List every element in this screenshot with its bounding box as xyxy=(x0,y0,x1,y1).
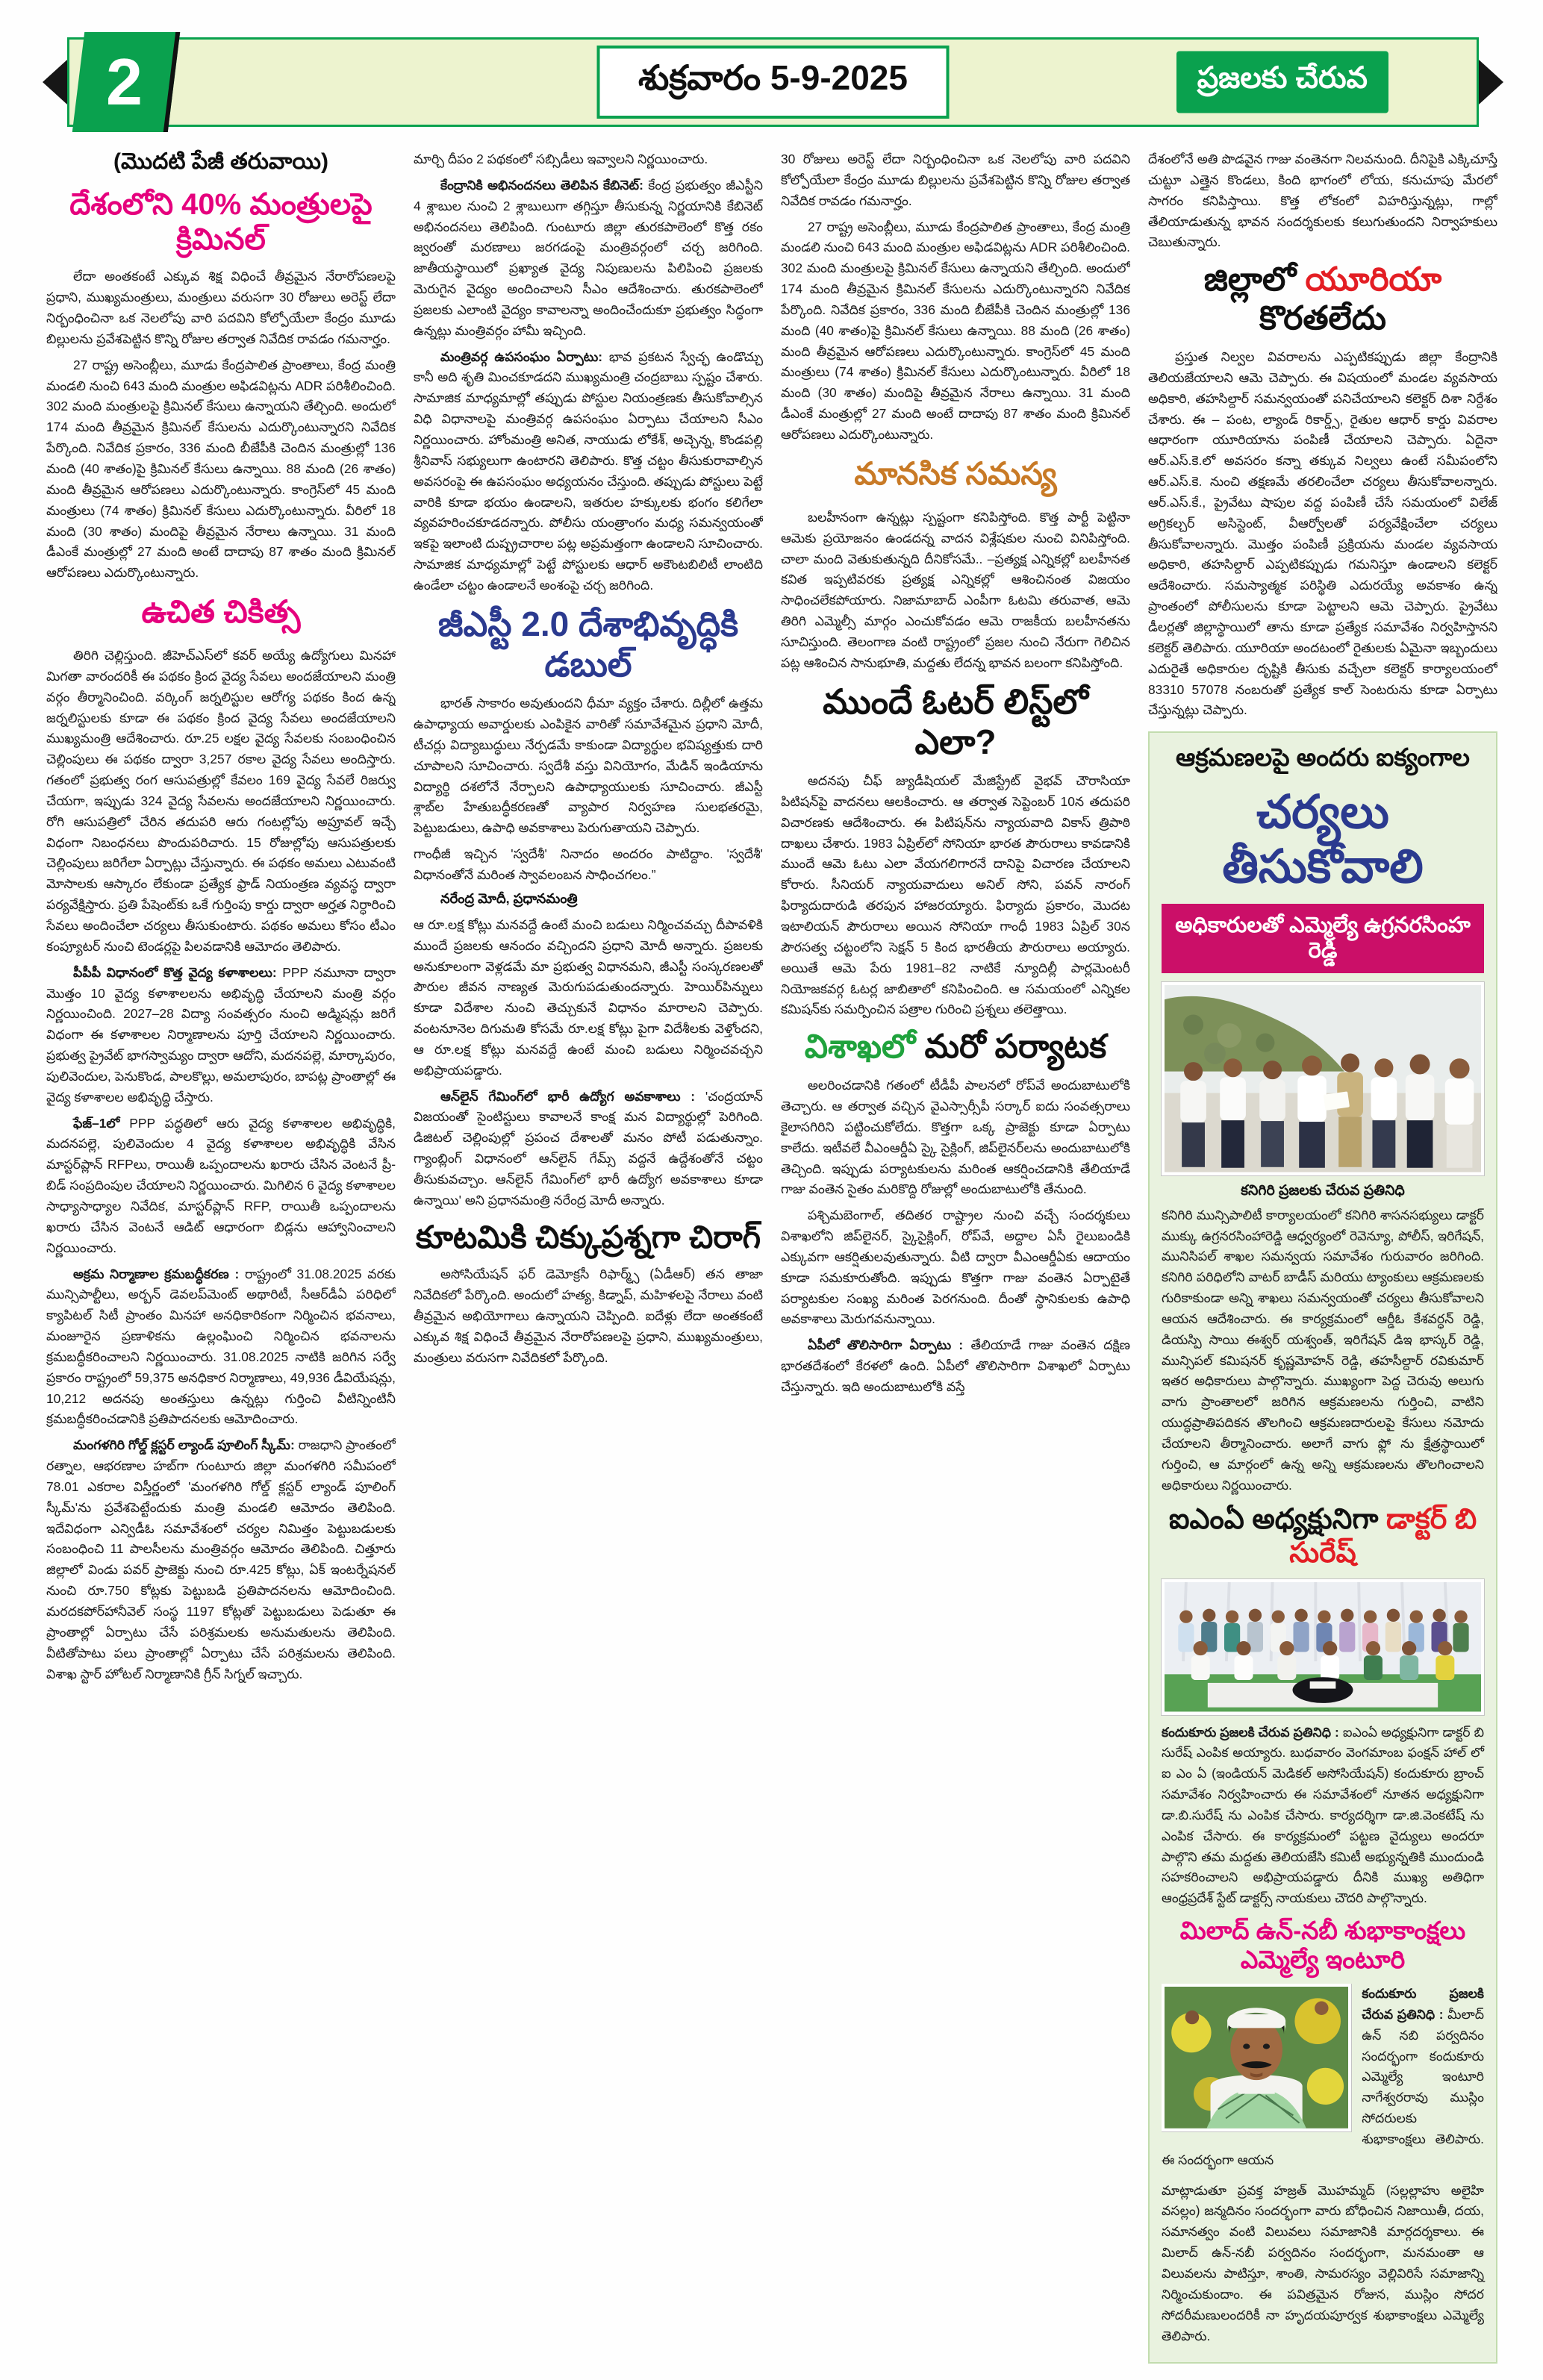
body-paragraph: అక్రమ నిర్మాణాల క్రమబద్ధీకరణ : రాష్ట్రంలో 31.08.2025 వరకు మున్సిపాల్టీలు, అర్బన్ డెవలప్‌మెంట్ అథారిటీ, సీఆర్‌డీఏ పరిధిలో క్యాపిటల్ సిటీ ప్రాంతం మినహా అనధికారికంగా నిర్మించిన భవనాలు, మంజూరైన ప్రణాళికను ఉల్లంఘించి నిర్మించిన భవనాలను క్రమబద్ధీకరించాలని నిర్ణయించారు. 31.08.2025 నాటికి జరిగిన సర్వే ప్రకారం రాష్ట్రంలో 59,375 అనధికార నిర్మాణాలు, 49,936 డీవియేషన్లు, 10,212 అదనపు అంతస్తులు ఉన్నట్లు గుర్తించి వీటిన్నింటినీ క్రమబద్ధీకరించడానికి ప్రతిపాదనలకు ఆమోదించారు. xyxy=(46,1266,396,1427)
body-paragraph: ఫేజ్–1లో PPP పద్ధతిలో ఆరు వైద్య కళాశాలల అభివృద్ధికి, మదనపల్లె, పులివెందుల 4 వైద్య కళాశాలల అభివృద్ధికి వేసిన మాస్టర్‌ప్లాన్ RFPలు, రాయితీ ఒప్పందాలను ఖరారు చేసిన వెంటనే ప్రీ-బిడ్ సంప్రదింపుల చేయాలని నిర్ణయించారు. మిగిలిన 6 వైద్య కళాశాలల సాధ్యాసాధ్యాల నివేదిక, మాస్టర్‌ప్లాన్ RFP, రాయితీ ఒప్పందాలను ఖరారు చేసిన వెంటనే ఆడిట్ ఆధారంగా బిడ్లను ఆహ్వానించాలని నిర్ణయించారు. xyxy=(46,1115,396,1255)
body-paragraph: కనిగిరి మున్సిపాలిటీ కార్యాలయంలో కనిగిరి శాసనసభ్యులు డాక్టర్ ముక్కు ఉగ్రనరసింహారెడ్డి ఆధ్వర్యంలో రెవెన్యూ, పోలీస్, ఇరిగేషన్, మునిసిపల్ శాఖల సమన్వయ సమావేశం గురువారం జరిగింది. కనిగిరి పరిధిలోని వాటర్ బాడీస్ మరియు ట్యాంకులు ఆక్రమణలకు గురికాకుండా అన్ని శాఖలు సమన్వయంతో చర్యలు తీసుకోవాలని ఆయన ఆదేశించారు. ఈ కార్యక్రమంలో ఆర్డీఓ కేశవర్ధన్ రెడ్డి, డియస్పి సాయి ఈశ్వర్ యశ్వంత్, ఇరిగేషన్ డిఇ భాస్కర్ రెడ్డి, మున్సిపల్ కమిషనర్ కృష్ణమోహన్ రెడ్డి, తహసీల్దార్ రవికుమార్ ఇతర అధికారులు పాల్గొన్నారు. ముఖ్యంగా పెద్ద చెరువు అలుగు వాగు ప్రాంతాలలో జరిగిన ఆక్రమణలను గుర్తించి, వాటిని యుద్ధప్రాతిపదికన తొలగించి ఆక్రమణదారులపై కేసులు నమోదు చేయాలని తీర్మానించారు. అలాగే వాగు ఫ్లో ను క్షేత్రస్థాయిలో గుర్తించి, ఆ మార్గంలో ఉన్న అన్ని ఆక్రమణలను తొలగించాలని అధికారులు నిర్ణయించారు. xyxy=(1162,1207,1484,1493)
body-paragraph: గాంధీజీ ఇచ్చిన 'స్వదేశీ' నినాదం అందరం పాటిద్దాం. 'స్వదేశీ' విధానంతోనే మరింత స్వావలంబన సాధించగలం.” xyxy=(414,846,763,882)
paragraph-lead: ఆన్‌లైన్ గేమింగ్‌లో భారీ ఉద్యోగ అవకాశాలు : xyxy=(440,1088,705,1104)
inspection-photo xyxy=(1162,982,1484,1175)
column-1 xyxy=(46,149,396,2370)
paragraph-lead: కందుకూరు ప్రజలకి చేరువ ప్రతినిధి : xyxy=(1162,1724,1343,1740)
body-paragraph: అలరించడానికి గతంలో టీడీపీ పాలనలో రోప్‌వే అందుబాటులోకి తెచ్చారు. ఆ తర్వాత వచ్చిన వైఎస్సార్సీపీ సర్కార్ ఐదు సంవత్సరాలు కైలాసగిరిని పట్టించుకోలేదు. కొత్తగా ఒక్క ప్రాజెక్టు కూడా ఏర్పాటు కాలేదు. ఇటీవలే వీఎంఆర్డీఏ స్కై సైక్లింగ్, జిప్‌లైనర్‌లను అందుబాటులోకి తెచ్చింది. ఇప్పుడు పర్యాటకులను మరింత ఆకర్షించడానికి తేలియాడే గాజు వంతెన సైతం మరికొద్ది రోజుల్లో అందుబాటులోకి తేనుంది. xyxy=(781,1078,1130,1197)
body-paragraph: మంత్రివర్గ ఉపసంఘం ఏర్పాటు: భావ ప్రకటన స్వేచ్ఛ ఉండొచ్చు కానీ అది శృతి మించకూడదని ముఖ్యమంత్రి చంద్రబాబు స్పష్టం చేశారు. సామాజిక మాధ్యమాల్లో తప్పుడు పోస్టుల నియంత్రణకు తీసుకోవాల్సిన విధి విధానాలపై మంత్రివర్గ ఉపసంఘం ఏర్పాటు చేయాలని సీఎం నిర్ణయించారు. హోంమంత్రి అనిత, నాయుడు లోకేశ్, అచ్చెన్న, కొండపల్లి శ్రీనివాస్ సభ్యులుగా ఉంటారని తెలిపారు. కొత్త చట్టం తీసుకురావాల్సిన అవసరంపై ఈ ఉపసంఘం అధ్యయనం చేస్తుంది. తప్పుడు పోస్టులు పెట్టే వారికి కూడా భయం ఉండాలని, ఇతరుల హక్కులకు భంగం కలిగేలా వ్యవహరించకూడదన్నారు. పోలీసు యంత్రాంగం మధ్య సమన్వయంతో ఇకపై ఇలాంటి దుష్ప్రచారాల పట్ల అప్రమత్తంగా ఉండాలని సూచించారు. సామాజిక మాధ్యమాల్లో పెట్టే పోస్టులకు ఆధార్ అకౌంటబిలిటీ లాంటిది ఉండేలా చట్టం ఉండాలనే అంశంపై చర్చ జరిగింది. xyxy=(414,349,763,593)
body-paragraph: భారత్ సాకారం అవుతుందని ధీమా వ్యక్తం చేశారు. దిల్లీలో ఉత్తమ ఉపాధ్యాయ అవార్డులకు ఎంపికైన వారితో సమావేశమైన ప్రధాని మోదీ, టీచర్లు విద్యాబుద్ధులు నేర్పడమే కాకుండా విద్యార్థుల భవిష్యత్తుకు దారి చూపాలని సూచించారు. స్వదేశీ వస్తు వినియోగం, మేడిన్ ఇండియాను విద్యార్థి దశలోనే నేర్పాలని ఉపాధ్యాయులకు సూచించారు. జీఎస్టీ శ్లాబ్‌ల హేతుబద్ధీకరణతో వ్యాపార నిర్వహణ సులభతరమై, పెట్టుబడులు, ఉపాధి అవకాశాలు పెరుగుతాయని చెప్పారు. xyxy=(414,696,763,836)
body-paragraph: కందుకూరు ప్రజలకి చేరువ ప్రతినిధి : ఐఎంఏ అధ్యక్షునిగా డాక్టర్ బి సురేష్ ఎంపిక అయ్యారు. బుధవారం వెంగమాంబ ఫంక్షన్ హాల్ లో ఐ ఎం ఏ (ఇండియన్ మెడికల్ అసోసియేషన్) కందుకూరు బ్రాంచ్ సమావేశం నిర్వహించారు ఈ సమావేశంలో నూతన అధ్యక్షునిగా డా.బి.సురేష్ ను ఎంపిక చేసారు. కార్యదర్శిగా డా.జి.వెంకటేష్ ను ఎంపిక చేసారు. ఈ కార్యక్రమంలో పట్టణ వైద్యులు అందరూ పాల్గొని తమ మద్దతు తెలియజేసి కమిటీ అభ్యున్నతికి ముందుండి సహకరించాలని అభిప్రాయపడ్డారు దీనికి ముఖ్య అతిధిగా ఆంధ్రప్రదేశ్ స్టేట్ డాక్టర్స్ నాయకులు చౌదరి పాల్గొన్నారు. xyxy=(1162,1724,1485,1906)
body-paragraph: ఏపీలో తొలిసారిగా ఏర్పాటు : తేలియాడే గాజు వంతెన దక్షిణ భారతదేశంలో కేరళలో ఉంది. ఏపీలో తొలిసారిగా విశాఖలో ఏర్పాటు చేస్తున్నారు. ఇది అందుబాటులోకి వస్తే xyxy=(781,1337,1130,1394)
story-headline: చర్యలు తీసుకోవాలి xyxy=(1222,787,1424,893)
byline: కనిగిరి ప్రజలకు చేరువ ప్రతినిధి xyxy=(1241,1182,1405,1199)
story-kicker: (మొదటి పేజీ తరువాయి) xyxy=(113,149,328,174)
story-subhead: మానసిక సమస్య xyxy=(854,455,1057,491)
quote-attribution: నరేంద్ర మోదీ, ప్రధానమంత్రి xyxy=(440,890,578,906)
headline-part: మరో పర్యాటక xyxy=(924,1028,1107,1066)
story-kicker: ఆక్రమణలపై అందరు ఐక్యంగాల xyxy=(1176,743,1470,772)
story-headline xyxy=(1148,260,1497,338)
page-header-ribbon xyxy=(67,37,1479,127)
story-headline: దేశంలోని 40% మంత్రులపై క్రిమినల్ xyxy=(69,188,372,257)
column-2 xyxy=(414,149,763,2370)
paragraph-lead: కేంద్రానికి అభినందనలు తెలిపిన కేబినెట్: xyxy=(440,177,649,193)
paragraph-lead: ఫేజ్–1లో xyxy=(73,1115,130,1131)
body-paragraph: ఆన్‌లైన్ గేమింగ్‌లో భారీ ఉద్యోగ అవకాశాలు : 'చంద్రయాన్ విజయంతో సైంటిస్టులు కావాలనే కాంక్ష మన విద్యార్థుల్లో పెరిగింది. డిజిటల్ చెల్లింపుల్లో ప్రపంచ దేశాలతో మనం పోటీ పడుతున్నాం. గ్యాంబ్లింగ్ విధానంలో ఆన్‌లైన్ గేమ్స్ వద్దనే ఉద్దేశంతోనే చట్టం తీసుకువచ్చాం. ఆన్‌లైన్ గేమింగ్‌లో భారీ ఉద్యోగ అవకాశాలు కూడా ఉన్నాయి' అని ప్రధానమంత్రి నరేంద్ర మోదీ అన్నారు. xyxy=(414,1088,763,1208)
masthead: ప్రజలకు చేరువ xyxy=(1176,51,1388,113)
body-paragraph: పశ్చిమబెంగాల్, తదితర రాష్ట్రాల నుంచి వచ్చే సందర్శకులు విశాఖలోని జిప్‌లైనర్, స్కైసైక్లింగ్, రోప్‌వే, అద్దాల ఏసీ రైలుబండికి ఎక్కువగా ఆకర్షితులవుతున్నారు. వీటి ద్వారా వీఎంఆర్డీఏకు ఆదాయం కూడా సమకూరుతోంది. ఇప్పుడు కొత్తగా గాజు వంతెన ఏర్పాటైతే పర్యాటకుల సంఖ్య మరింత పెరగనుంది. దీంతో స్థానికులకు ఉపాధి అవకాశాలు మెరుగవనున్నాయి. xyxy=(781,1208,1130,1327)
story-headline: జీఎస్టీ 2.0 దేశాభివృద్ధికి డబుల్ xyxy=(437,604,739,684)
body-paragraph: కందుకూరు ప్రజలకి చేరువ ప్రతినిధి : మీలాద్ ఉన్ నబి పర్వదినం సందర్భంగా కందుకూరు ఎమ్మెల్యే ఇంటూరి నాగేశ్వరరావు ముస్లిం సోదరులకు శుభాకాంక్షలు తెలిపారు. ఈ సందర్భంగా ఆయన xyxy=(1162,1986,1484,2167)
headline-part: ఐఎంఏ అధ్యక్షునిగా xyxy=(1168,1504,1386,1536)
body-paragraph: అదనపు చీఫ్ జ్యుడీషియల్ మేజిస్ట్రేట్ వైభవ్ చౌరాసియా పిటిషన్‌పై వాదనలు ఆలకించారు. ఆ తర్వాత సెప్టెంబర్ 10న తదుపరి విచారణకు ఆదేశించారు. ఈ పిటిషన్‌ను న్యాయవాది వికాస్ త్రిపాఠి దాఖలు చేశారు. 1983 ఏప్రిల్‌లో సోనియా భారత పౌరురాలు కావడానికి ముందే ఆమె ఓటు ఎలా వేయగలిగారనే దానిపై విచారణ చేయాలని కోరారు. సీనియర్ న్యాయవాదులు అనిల్ సోని, పవన్ నారంగ్ ఫిర్యాదుదారుడి తరపున హాజరయ్యారు. ఫిర్యాదు ప్రకారం, మొదట ఇటాలియన్ పౌరురాలు అయిన సోనియా గాంధీ 1983 ఏప్రిల్ 30న పౌరసత్వ చట్టంలోని సెక్షన్ 5 కింద భారతీయ పౌరురాలు అయ్యారు. అయితే ఆమె పేరు 1981–82 నాటికే న్యూదిల్లీ పార్లమెంటరీ నియోజకవర్గ ఓటర్ల జాబితాలో కనిపించింది. ఆ సమయంలో ఎన్నికల కమిషన్‌కు సమర్పించిన పత్రాల గురించి ప్రశ్నలు తలెత్తాయి. xyxy=(781,773,1130,1017)
body-paragraph: 27 రాష్ట్ర అసెంబ్లీలు, మూడు కేంద్రపాలిత ప్రాంతాలు, కేంద్ర మంత్రి మండలి నుంచి 643 మంది మంత్రుల అఫిడవిట్లను ADR పరిశీలించింది. 302 మంది మంత్రులపై క్రిమినల్ కేసులు ఉన్నాయని తేల్చింది. అందులో 174 మంది తీవ్రమైన క్రిమినల్ కేసులను ఎదుర్కొంటున్నారని నివేదిక పేర్కొంది. నివేదిక ప్రకారం, 336 మంది బీజేపీకి చెందిన మంత్రుల్లో 136 మంది (40 శాతం)పై క్రిమినల్ కేసులు ఉన్నాయి. 88 మంది (26 శాతం) మంది తీవ్రమైన ఆరోపణలు ఎదుర్కొంటున్నారు. కాంగ్రెస్‌లో 45 మంది మంత్రులు (74 శాతం) క్రిమినల్ కేసులు ఎదుర్కొంటున్నారు. వీరిలో 18 మంది (30 శాతం) మందిపై తీవ్రమైన నేరాలు ఉన్నాయి. 31 మంది డీఎంకే మంత్రుల్లో 27 మంది అంటే దాదాపు 87 శాతం మంది క్రిమినల్ ఆరోపణలు ఎదుర్కొంటున్నారు. xyxy=(46,357,396,581)
body-paragraph: ప్రస్తుత నిల్వల వివరాలను ఎప్పటికప్పుడు జిల్లా కేంద్రానికి తెలియజేయాలని ఆమె చెప్పారు. ఈ విషయంలో మండల వ్యవసాయ అధికారి, తహసిల్దార్ సమన్వయంతో పనిచేయాలని కలెక్టర్ దిశా నిర్దేశం చేశారు. ఈ – పంట, ల్యాండ్ రికార్డ్స్, రైతుల ఆధార్ కార్డు వివరాల ఆధారంగా యూరియాను పంపిణీ చేయాలని చెప్పారు. ఏదైనా ఆర్.ఎస్.కె.లో అవసరం కన్నా తక్కువ నిల్వలు ఉంటే సమీపంలోని ఆర్.ఎస్.కె. నుంచి తక్షణమే తరలించేలా చర్యలు తీసుకోవాలన్నారు. ఆర్.ఎస్.కే., ప్రైవేటు షాపుల వద్ద పంపిణీ చేసే సమయంలో విలేజ్ అగ్రికల్చర్ అసిస్టెంట్, వీఆర్వోలతో పర్యవేక్షించేలా చర్యలు తీసుకోవాలన్నారు. మొత్తం పంపిణీ ప్రక్రియను మండల వ్యవసాయ అధికారి, తహసిల్దార్ ఎప్పటికప్పుడు గమనిస్తూ ఉండాలని కలెక్టర్ ఆదేశించారు. సమస్యాత్మక పరిస్థితి ఎదురయ్యే అవకాశం ఉన్న ప్రాంతంలో పోలీసులను కూడా పెట్టాలని ఆమె చెప్పారు. ప్రైవేటు డీలర్లతో జిల్లాస్థాయిలో తాను కూడా ప్రత్యేక సమావేశం నిర్వహిస్తానని కలెక్టర్ తెలిపారు. యూరియా అందటంలో రైతులకు ఏమైనా ఇబ్బందులు ఎదురైతే అధికారుల దృష్టికి తీసుకు వచ్చేలా కలెక్టర్ కార్యాలయంలో 83310 57078 నంబరుతో ప్రత్యేక కాల్ సెంటరును కూడా ఏర్పాటు చేస్తున్నట్లు చెప్పారు. xyxy=(1148,349,1497,718)
column-4 xyxy=(1148,149,1497,2370)
paragraph-lead: మంత్రివర్గ ఉపసంఘం ఏర్పాటు: xyxy=(440,349,609,364)
paragraph-lead: అక్రమ నిర్మాణాల క్రమబద్ధీకరణ : xyxy=(73,1266,245,1281)
page-number: 2 xyxy=(105,45,143,119)
body-paragraph: 27 రాష్ట్ర అసెంబ్లీలు, మూడు కేంద్రపాలిత ప్రాంతాలు, కేంద్ర మంత్రి మండలి నుంచి 643 మంది మంత్రుల అఫిడవిట్లను ADR పరిశీలించింది. 302 మంది మంత్రులపై క్రిమినల్ కేసులు ఉన్నాయని తేల్చింది. అందులో 174 మంది తీవ్రమైన క్రిమినల్ కేసులను ఎదుర్కొంటున్నారని నివేదిక పేర్కొంది. నివేదిక ప్రకారం, 336 మంది బీజేపీకి చెందిన మంత్రుల్లో 136 మంది (40 శాతం)పై క్రిమినల్ కేసులు ఉన్నాయి. 88 మంది (26 శాతం) మంది తీవ్రమైన ఆరోపణలు ఎదుర్కొంటున్నారు. కాంగ్రెస్‌లో 45 మంది మంత్రులు (74 శాతం) క్రిమినల్ కేసులు ఎదుర్కొంటున్నారు. వీరిలో 18 మంది (30 శాతం) మందిపై తీవ్రమైన నేరాలు ఉన్నాయి. 31 మంది డీఎంకే మంత్రుల్లో 27 మంది అంటే దాదాపు 87 శాతం మంది క్రిమినల్ ఆరోపణలు ఎదుర్కొంటున్నారు. xyxy=(781,219,1130,442)
tinted-story-panel xyxy=(1148,731,1497,2364)
subhead-strip: అధికారులతో ఎమ్మెల్యే ఉగ్రనరసింహ రెడ్డి xyxy=(1162,904,1484,974)
headline-part: విశాఖలో xyxy=(804,1028,925,1066)
body-paragraph: మార్చి దీపం 2 పథకంలో సబ్సిడీలు ఇవ్వాలని నిర్ణయించారు. xyxy=(414,152,708,166)
paragraph-lead: కందుకూరు ప్రజలకి చేరువ ప్రతినిధి : xyxy=(1362,1986,1484,2022)
headline-part: జిల్లాలో xyxy=(1203,261,1306,299)
paragraph-lead: పీపీపీ విధానంలో కొత్త వైద్య కళాశాలలు: xyxy=(73,964,283,980)
paragraph-lead: మంగళగిరి గోల్డ్ క్లస్టర్ ల్యాండ్ పూలింగ్ స్కీమ్: xyxy=(73,1437,299,1453)
story-subhead: ఉచిత చికిత్స xyxy=(141,594,301,630)
headline-part: యూరియా xyxy=(1305,261,1442,299)
body-paragraph: కేంద్రానికి అభినందనలు తెలిపిన కేబినెట్: కేంద్ర ప్రభుత్వం జీఎస్టీని 4 శ్లాబుల నుంచి 2 శ్లాబులుగా తగ్గిస్తూ తీసుకున్న నిర్ణయానికి కేబినెట్ అభినందనలు తెలిపింది. గుంటూరు జిల్లా తురకపాలెంలో కొత్త రకం జ్వరంతో మరణాలు జరగడంపై మంత్రివర్గంలో చర్చ జరిగింది. జాతీయస్థాయిలో ప్రఖ్యాత వైద్య నిపుణులను పిలిపించి ప్రజలకు మెరుగైన వైద్యం అందించాలని సీఎం ఆదేశించారు. తురకపాలెంలో ప్రజలకు ఎలాంటి వైద్యం కావాలన్నా అందించేందుకూ ప్రభుత్వం సిద్ధంగా ఉన్నట్లు మంత్రివర్గం హామీ ఇచ్చింది. xyxy=(414,177,763,338)
page-number-badge xyxy=(72,32,180,132)
body-paragraph: బలహీనంగా ఉన్నట్లు స్పష్టంగా కనిపిస్తోంది. కొత్త పార్టీ పెట్టినా ఆమెకు ప్రయోజనం ఉండదన్న వాదన విశ్లేషకుల నుంచి వినిపిస్తోంది. చాలా మంది వెతుకుతున్నది దీనికోసమే.. –ప్రత్యక్ష ఎన్నికల్లో బలహీనత కవిత ఇప్పటివరకు ప్రత్యక్ష ఎన్నికల్లో ఆశించినంత విజయం సాధించలేకపోయారు. నిజామాబాద్ ఎంపీగా ఓటమి తరువాత, ఆమె తిరిగి ఎమ్మెల్సీ మార్గం ఎంచుకోవడం ఆమె రాజకీయ బలహీనతను సూచిస్తుంది. తెలంగాణ వంటి రాష్ట్రంలో ప్రజల నుంచి నేరుగా గెలిచిన పట్ల ఆశించిన సానుభూతి, మద్దతు లేదన్న భావన బలంగా కనిపిస్తోంది. xyxy=(781,509,1130,670)
headline-part: డాక్టర్ బి సురేష్ xyxy=(1289,1504,1477,1570)
body-paragraph: తిరిగి చెల్లిస్తుంది. జీహెచ్ఎస్‌లో కవర్ అయ్యే ఉద్యోగులు మినహా మిగతా వారందరికీ ఈ పథకం క్రింద వైద్య సేవలు అందజేయాలని మంత్రి వర్గం తీర్మానించింది. వర్కింగ్ జర్నలిస్టుల ఆరోగ్య పథకం కింద ఉన్న జర్నలిస్టులకు కూడా ఈ పథకం క్రింద వైద్య సేవలు అందజేయాలని ముఖ్యమంత్రి ఆదేశించారు. రూ.25 లక్షల వైద్య సేవలకు సంబంధించిన చెల్లింపులు ఈ పథకం ద్వారా 3,257 రకాల వైద్య సేవలు అందిస్తారు. గతంలో ప్రభుత్వ రంగ ఆసుపత్రుల్లో కేవలం 169 వైద్య సేవలే రిజర్వు చేయగా, ఇప్పుడు 324 వైద్య సేవలను అందజేయాలని నిర్ణయించారు. రోగి ఆసుపత్రిలో చేరిన తదుపరి ఆరు గంటల్లోపు అప్రూవల్ ఇచ్చే విధంగా నిబంధనలు పొందుపరిచారు. 15 రోజుల్లోపు ఆసుపత్రులకు చెల్లింపులు జరిగేలా ఏర్పాట్లు చేస్తున్నారు. ఈ పథకం అమలు ఎటువంటి మోసాలకు ఆస్కారం లేకుండా ప్రత్యేక ఫ్రాడ్ నియంత్రణ వ్యవస్థ ద్వారా పర్యవేక్షిస్తారు. ప్రతి పేషెంట్‌కు ఒకే గుర్తింపు కార్డు ద్వారా అర్హత నిర్ధారించి సేవలు అందించేలా చర్యలు తీసుకుంటారు. పథకం అమలు కోసం టీఎం కంప్యూటర్ నుంచి టెండర్లపై పిలవడానికి ఆమోదం తెలిపారు. xyxy=(46,648,396,954)
column-3 xyxy=(781,149,1130,2370)
photo-with-text xyxy=(1162,1984,1484,2176)
headline-part: కొరతలేదు xyxy=(1259,300,1387,337)
body-paragraph: పీపీపీ విధానంలో కొత్త వైద్య కళాశాలలు: PPP నమూనా ద్వారా మొత్తం 10 వైద్య కళాశాలలను అభివృద్ధి చేయాలని మంత్రి వర్గం నిర్ణయించింది. 2027–28 విద్యా సంవత్సరం నుంచి అడ్మిషన్లు జరిగే విధంగా ఈ కళాశాలల నిర్మాణాలను పూర్తి చేయాలని నిర్ణయించారు. ప్రభుత్వ ప్రైవేట్ భాగస్వామ్యం ద్వారా ఆదోని, మదనపల్లె, మార్కాపురం, పులివెందుల, పెనుకొండ, పాలకొల్లు, అమలాపురం, బాపట్ల ప్రాంతాల్లో ఈ వైద్య కళాశాలల అభివృద్ధి చేస్తారు. xyxy=(46,964,396,1105)
story-headline xyxy=(781,1028,1130,1066)
body-paragraph: 30 రోజులు అరెస్ట్ లేదా నిర్బంధించినా ఒక నెలలోపు వారి పదవిని కోల్పోయేలా కేంద్రం మూడు బిల్లులను ప్రవేశపెట్టిన కొన్ని రోజుల తర్వాత నివేదిక రావడం గమనార్హం. xyxy=(781,152,1130,208)
story-headline: కూటమికి చిక్కుప్రశ్నగా చిరాగ్ xyxy=(415,1219,761,1255)
story-headline xyxy=(1162,1503,1484,1570)
mla-portrait-photo xyxy=(1162,1984,1351,2131)
article-columns xyxy=(46,149,1497,2370)
body-paragraph: అసోసియేషన్ ఫర్ డెమోక్రసీ రిఫార్మ్స్ (ఏడీఆర్) తన తాజా నివేదికలో పేర్కొంది. అందులో హత్య, కిడ్నాప్, మహిళలపై నేరాలు వంటి తీవ్రమైన అభియోగాలు ఉన్నాయని చెప్పింది. ఐదేళ్లు లేదా అంతకంటే ఎక్కువ శిక్ష విధించే తీవ్రమైన నేరారోపణలపై ప్రధాని, ముఖ్యమంత్రులు, మంత్రులు వరుసగా నివేదికలో పేర్కొంది. xyxy=(414,1266,763,1365)
body-paragraph: ఆ రూ.లక్ష కోట్లు మనవద్దే ఉంటే మంచి బడులు నిర్మించవచ్చు దీపావళికి ముందే ప్రజలకు ఆనందం వచ్చిందని ప్రధాని మోదీ అన్నారు. ప్రజలకు అనుకూలంగా వెళ్లడమే మా ప్రభుత్వ విధానమని, జీఎస్టీ సంస్కరణలతో పౌరుల జీవన నాణ్యత మెరుగుపడుతుందన్నారు. హెయిర్‌పిన్నులు కూడా విదేశాల నుంచి తెచ్చుకునే విధానం మారాలని చెప్పారు. వంటనూనెల దిగుమతి కోసమే రూ.లక్ష కోట్లు పైగా విదేశీలకు వెళ్తోందని, ఆ రూ.లక్ష కోట్లు మనవద్దే ఉంటే మంచి బడులు నిర్మించవచ్చని అభిప్రాయపడ్డారు. xyxy=(414,916,763,1078)
body-paragraph: దేశంలోనే అతి పొడవైన గాజు వంతెనగా నిలవనుంది. దీనిపైకి ఎక్కిచూస్తే చుట్టూ ఎత్తైన కొండలు, కింది భాగంలో లోయ, కనుచూపు మేరలో సాగరం కనిపిస్తాయి. కొత్త లోకంలో విహరిస్తున్నట్లు, గాల్లో తేలియాడుతున్న భావన సందర్శకులకు కలుగుతుందని నిర్వాహకులు చెబుతున్నారు. xyxy=(1148,152,1497,250)
body-paragraph: లేదా అంతకంటే ఎక్కువ శిక్ష విధించే తీవ్రమైన నేరారోపణలపై ప్రధాని, ముఖ్యమంత్రులు, మంత్రులు వరుసగా 30 రోజులు అరెస్ట్ లేదా నిర్బంధించినా ఒక నెలలోపు వారి పదవిని కోల్పోయేలా కేంద్రం మూడు బిల్లులను ప్రవేశపెట్టిన కొన్ని రోజుల తర్వాత నివేదిక రావడం గమనార్హం. xyxy=(46,269,396,346)
date-box: శుక్రవారం 5-9-2025 xyxy=(596,46,950,119)
body-paragraph: మాట్లాడుతూ ప్రవక్త హజ్రత్ మొహమ్మద్ (సల్లల్లాహు అలైహి వసల్లం) జన్మదినం సందర్భంగా వారు బోధించిన నిజాయితీ, దయ, సమానత్వం వంటి విలువలు సమాజానికి మార్గదర్శకాలు. ఈ మిలాద్ ఉన్-నబీ పర్వదినం సందర్భంగా, మనమంతా ఆ విలువలను పాటిస్తూ, శాంతి, సామరస్యం వెల్లివిరిసే సమాజాన్ని నిర్మించుకుందాం. ఈ పవిత్రమైన రోజున, ముస్లిం సోదర సోదరీమణులందరికీ నా హృదయపూర్వక శుభాకాంక్షలు ఎమ్మెల్యే తెలిపారు. xyxy=(1162,2182,1484,2343)
story-headline: మిలాద్ ఉన్-నబీ శుభాకాంక్షలు ఎమ్మెల్యే ఇంటూరి xyxy=(1179,1917,1466,1974)
ima-group-photo xyxy=(1162,1579,1484,1714)
story-headline: ముందే ఓటర్ లిస్ట్‌లో ఎలా? xyxy=(823,681,1088,761)
body-paragraph: మంగళగిరి గోల్డ్ క్లస్టర్ ల్యాండ్ పూలింగ్ స్కీమ్: రాజధాని ప్రాంతంలో రత్నాల, ఆభరణాల హబ్‌గా గుంటూరు జిల్లా మంగళగిరి సమీపంలో 78.01 ఎకరాల విస్తీర్ణంలో 'మంగళగిరి గోల్డ్ క్లస్టర్ ల్యాండ్ పూలింగ్ స్కీమ్'ను ప్రవేశపెట్టేందుకు మంత్రి మండలి ఆమోదం తెలిపింది. ఇదేవిధంగా ఎన్విడీఓ సమావేశంలో చర్యల నిమిత్తం పెట్టుబడులకు సంబంధించి 11 పాలసీలను మంత్రివర్గం ఆమోదం తెలిపింది. చిత్తూరు జిల్లాలో విండు పవర్ ప్రాజెక్టు నుంచి రూ.425 కోట్లు, ఏక్ ఇంటర్నేషనల్ నుంచి రూ.750 కోట్లకు పెట్టుబడి ప్రతిపాదనలను ఆమోదించింది. మరదకపోర్‌హానీవెల్ సంస్థ 1197 కోట్లతో పెట్టుబడులు పెడుతూ ఈ ప్రాంతాల్లో ఏర్పాటు చేసే పరిశ్రమలకు అనుమతులను తెలిపింది. వీటితోపాటు పలు ప్రాంతాల్లో ఏర్పాటు చేసే పరిశ్రమలను తెలిపింది. విశాఖ స్టార్ హోటల్ నిర్మాణానికి గ్రీన్ సిగ్నల్ ఇచ్చారు. xyxy=(46,1437,396,1681)
paragraph-lead: ఏపీలో తొలిసారిగా ఏర్పాటు : xyxy=(808,1337,971,1353)
